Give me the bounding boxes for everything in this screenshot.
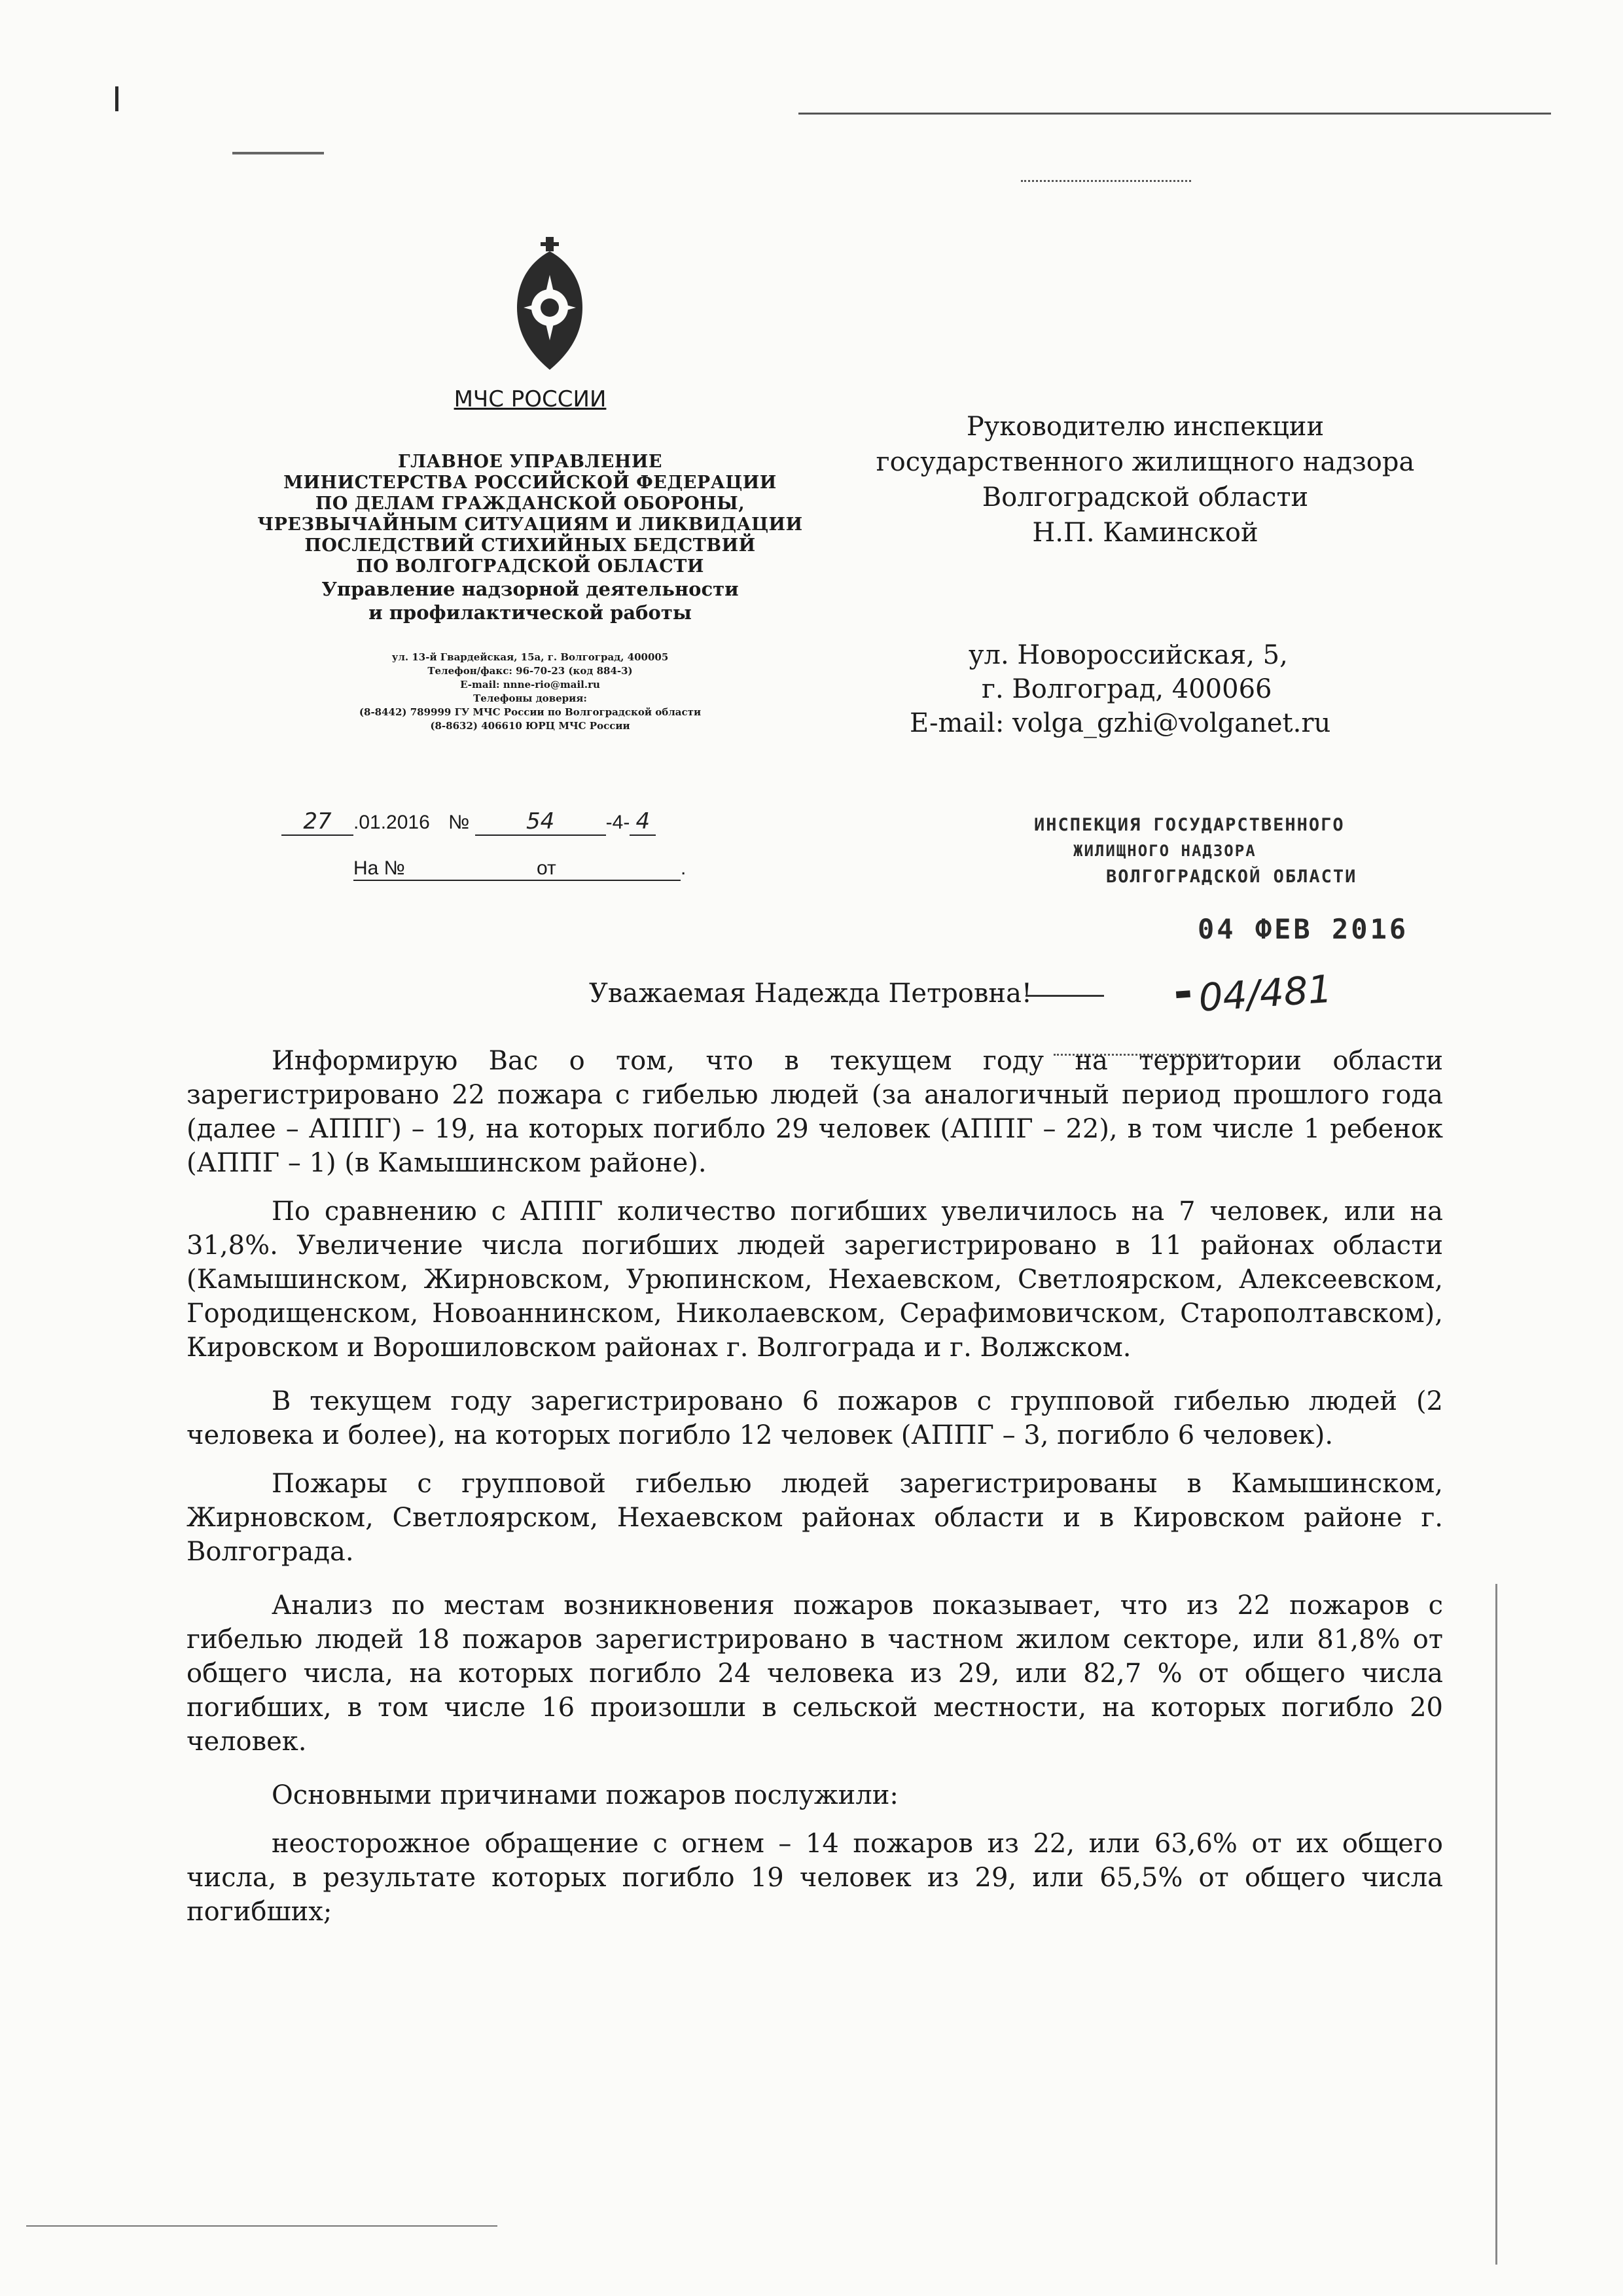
recipient-block [851, 409, 1440, 550]
stamp-line: ЖИЛИЩНОГО НАДЗОРА [1073, 842, 1257, 860]
outgoing-date: .01.2016 [353, 812, 430, 833]
org-name: МЧС РОССИИ [454, 386, 607, 412]
body-paragraph: Пожары с групповой гибелью людей зарегистрированы в Камышинском, Жирновском, Светлоярском, Нехаевском районах области и в Кировском районе г. Волгограда. [187, 1469, 1443, 1567]
sender-letterhead [216, 386, 844, 733]
letter-body [187, 1044, 1443, 1943]
outgoing-number: 54 [475, 808, 606, 836]
outgoing-day: 27 [281, 808, 353, 836]
recipient-line: государственного жилищного надзора [876, 447, 1415, 477]
scan-bottom-line [26, 2225, 497, 2227]
stamp-date: 04 ФЕВ 2016 [1198, 913, 1409, 945]
address-city: г. Волгоград, 400066 [982, 674, 1272, 704]
org-line: ГЛАВНОЕ УПРАВЛЕНИЕ [398, 452, 662, 472]
org-line: ПО ВОЛГОГРАДСКОЙ ОБЛАСТИ [356, 556, 704, 577]
emchs-emblem-icon [497, 236, 602, 373]
contact-line: (8-8442) 789999 ГУ МЧС России по Волгоградской области [359, 706, 702, 718]
number-suffix-hw: 4 [630, 808, 656, 836]
recipient-line: Н.П. Каминской [1032, 518, 1258, 548]
scan-dots-top [1021, 180, 1191, 182]
address-email: E-mail: volga_gzhi@volganet.ru [910, 708, 1331, 738]
scribble-mark: ▬ [1173, 981, 1193, 1005]
stamp-line: ВОЛГОГРАДСКОЙ ОБЛАСТИ [1106, 867, 1357, 887]
strike-mark [1026, 995, 1104, 997]
org-line: МИНИСТЕРСТВА РОССИЙСКОЙ ФЕДЕРАЦИИ [283, 473, 777, 493]
body-paragraph: Анализ по местам возникновения пожаров показывает, что из 22 пожаров с гибелью людей 18 пожаров зарегистрировано в частном жилом секторе, или 81,8% от общего числа, на которых погибло 24 человека из 29, или 82,7 % от общего числа погибших, в том числе 16 произошли в сельской местности, на которых погибло 20 человек. [187, 1590, 1443, 1757]
number-label: № [448, 812, 470, 833]
body-paragraph: В текущем году зарегистрировано 6 пожаров с групповой гибелью людей (2 человека и более), на которых погибло 12 человек (АППГ – 3, погибло 6 человек). [187, 1386, 1443, 1450]
address-street: ул. Новороссийская, 5, [969, 640, 1288, 670]
sender-contacts [216, 651, 844, 733]
body-paragraph: Информирую Вас о том, что в текущем году на территории области зарегистрировано 22 пожара с гибелью людей (за аналогичный период прошлого года (далее – АППГ) – 19, на которых погибло 29 человек (АППГ – 22), в том числе 1 ребенок (АППГ – 1) (в Камышинском районе). [187, 1046, 1443, 1178]
scan-mark-top-short [232, 152, 324, 154]
number-suffix: -4- [605, 812, 630, 833]
contact-line: Телефоны доверия: [473, 692, 587, 704]
body-paragraph: По сравнению с АППГ количество погибших увеличилось на 7 человек, или на 31,8%. Увеличение числа погибших людей зарегистрировано в 11 районах области (Камышинском, Жирновском, Урюпинском, Нехаевском, Светлоярском, Алексеевском, Городищенском, Новоаннинском, Николаевском, Серафимовичском, Старополтавском), Кировском и Ворошиловском районах г. Волгограда и г. Волжском. [187, 1196, 1443, 1363]
recipient-address [910, 638, 1407, 740]
reply-from: от [537, 857, 681, 881]
contact-line: (8-8632) 406610 ЮРЦ МЧС России [430, 720, 630, 732]
org-line: ПО ДЕЛАМ ГРАЖДАНСКОЙ ОБОРОНЫ, [315, 493, 745, 514]
department-line: Управление надзорной деятельности [321, 578, 739, 600]
contact-line: ул. 13-й Гвардейская, 15а, г. Волгоград, 400005 [391, 651, 669, 663]
scan-mark-top-left [115, 86, 118, 111]
org-line: ПОСЛЕДСТВИЙ СТИХИЙНЫХ БЕДСТВИЙ [304, 535, 756, 556]
recipient-line: Руководителю инспекции [966, 412, 1325, 442]
scan-edge-mark [1495, 1584, 1497, 2265]
body-paragraph: Основными причинами пожаров послужили: [272, 1780, 899, 1810]
contact-line: Телефон/факс: 96-70-23 (код 884-3) [427, 665, 633, 677]
salutation [589, 978, 1104, 1009]
outgoing-date-number [281, 808, 656, 836]
stamp-line: ИНСПЕКЦИЯ ГОСУДАРСТВЕННОГО [1034, 815, 1345, 835]
org-line: ЧРЕЗВЫЧАЙНЫМ СИТУАЦИЯМ И ЛИКВИДАЦИИ [257, 514, 803, 535]
department-line: и профилактической работы [368, 601, 692, 624]
body-paragraph: неосторожное обращение с огнем – 14 пожаров из 22, или 63,6% от их общего числа, в результате которых погибло 19 человек из 29, или 65,5% от общего числа погибших; [187, 1829, 1443, 1927]
scan-mark-top-right [798, 113, 1551, 115]
incoming-number-handwritten: ▬ 04/481 [1173, 966, 1334, 1020]
recipient-line: Волгоградской области [982, 482, 1309, 512]
reply-label: На № [353, 857, 537, 881]
salutation-text: Уважаемая Надежда Петровна! [589, 978, 1032, 1009]
reply-reference: На № от . [353, 857, 686, 881]
contact-line: E-mail: nnne-rio@mail.ru [460, 679, 600, 691]
inbox-stamp [1034, 815, 1466, 945]
